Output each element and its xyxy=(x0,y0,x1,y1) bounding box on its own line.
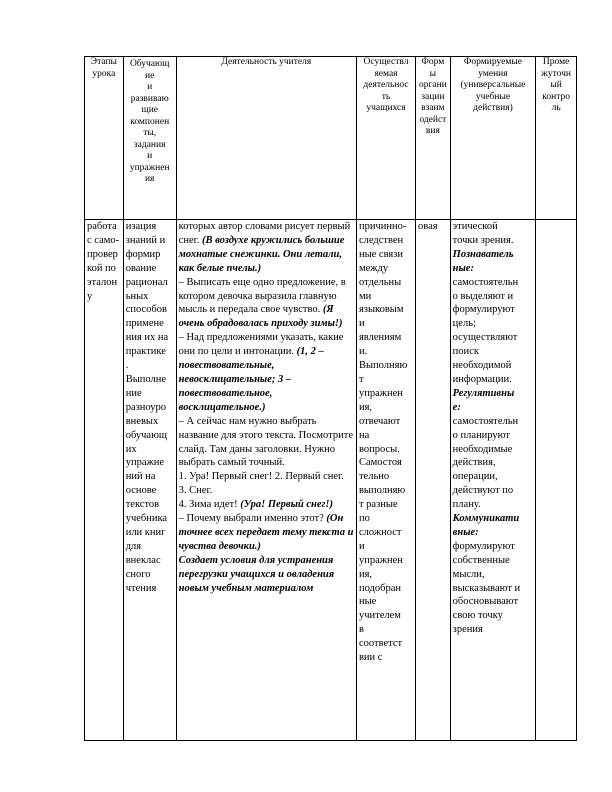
teacher-remark: (Он точнее всех передает тему текста и чувства девочки.) xyxy=(178,513,354,552)
cell-student: причинно- следствен ные связи между отдельны ми языковым и явлениям и. Выполняю т упражнен ия, отвечают на вопросы. Самостоя тельно выполняю т разные по сложност и упражнен ия, подобран ные учителем в соответст вии с xyxy=(356,220,415,741)
lesson-plan-table xyxy=(84,56,577,741)
header-skills: Формируемые умения (универсальные учебные действия) xyxy=(450,57,536,220)
header-forms: Форм ы органи зации взаим одейст вия xyxy=(416,57,451,220)
header-stage: Этапы урока xyxy=(85,57,124,220)
skills-heading: Регулятивны е: xyxy=(452,387,515,413)
teacher-paragraph xyxy=(179,276,354,332)
teacher-text: – А сейчас нам нужно выбрать название для этого текста. Посмотрите слайд. Там даны заголовки. Нужно выбрать самый точный. xyxy=(178,415,353,469)
teacher-paragraph xyxy=(179,220,354,276)
teacher-remark: Создает условия для устранения перегрузки учащихся и овладения новым учебным материалом xyxy=(178,554,335,594)
cell-teacher xyxy=(176,220,356,741)
cell-forms: овая xyxy=(416,220,451,741)
teacher-remark: (В воздухе кружились большие мохнатые снежинки. Они летали, как белые пчелы.) xyxy=(178,234,345,274)
header-student: Осуществл яемая деятельнос ть учащихся xyxy=(356,57,415,220)
cell-components: изация знаний и формир ование рационал ьных способов примене ния их на практике . Выполне ние разноуро вневых обучающ их упражне ний на основе текстов учебника или книг для внеклас сного чтения xyxy=(123,220,176,741)
skills-heading: Коммуникати вные: xyxy=(452,513,520,538)
teacher-text: 1. Ура! Первый снег! 2. Первый снег. 3. Снег. xyxy=(178,471,344,497)
teacher-text: 4. Зима идет! xyxy=(178,499,241,511)
skills-text: самостоятельн о планируют необходимые действия, операции, действуют по плану. xyxy=(452,415,519,511)
teacher-text: – Над предложениями указать, какие они по цели и интонации. xyxy=(178,332,344,358)
table-row xyxy=(85,220,577,741)
teacher-paragraph xyxy=(179,498,354,512)
teacher-remark: (Я очень обрадовалась приходу зимы!) xyxy=(178,304,343,330)
teacher-paragraph xyxy=(179,331,354,414)
teacher-remark: (Ура! Первый снег!) xyxy=(240,499,333,511)
skills-text: самостоятельн о выделяют и формулируют цель; осуществляют поиск необходимой информации. xyxy=(452,276,519,385)
cell-control xyxy=(536,220,577,741)
header-control: Проме жуточн ый контро ль xyxy=(536,57,577,220)
teacher-paragraph xyxy=(179,470,354,498)
header-components: Обучающ ие и развиваю щие компонен ты, задания и упражнен ия xyxy=(123,57,176,220)
teacher-paragraph xyxy=(179,415,354,471)
teacher-paragraph xyxy=(179,554,354,596)
header-row xyxy=(85,57,577,220)
cell-stage: работа с само- провер кой по эталон у xyxy=(85,220,124,741)
teacher-remark: (1, 2 – повествовательные, невосклицательные; 3 – повествовательное, восклицательное.) xyxy=(178,346,324,413)
teacher-text: – Выписать еще одно предложение, в котором девочка выразила главную мысль и передала свое чувство. xyxy=(178,276,346,316)
cell-skills xyxy=(450,220,536,741)
skills-text: формулируют собственные мысли, высказывают и обосновывают свою точку зрения xyxy=(452,540,521,636)
teacher-text: – Почему выбрали именно этот? xyxy=(178,513,327,525)
skills-heading: Познаватель ные: xyxy=(452,248,514,274)
header-teacher: Деятельность учителя xyxy=(176,57,356,220)
teacher-text: которых автор словами рисует первый снег. xyxy=(178,221,351,246)
skills-text: этической точки зрения. xyxy=(452,221,514,246)
teacher-paragraph xyxy=(179,512,354,554)
